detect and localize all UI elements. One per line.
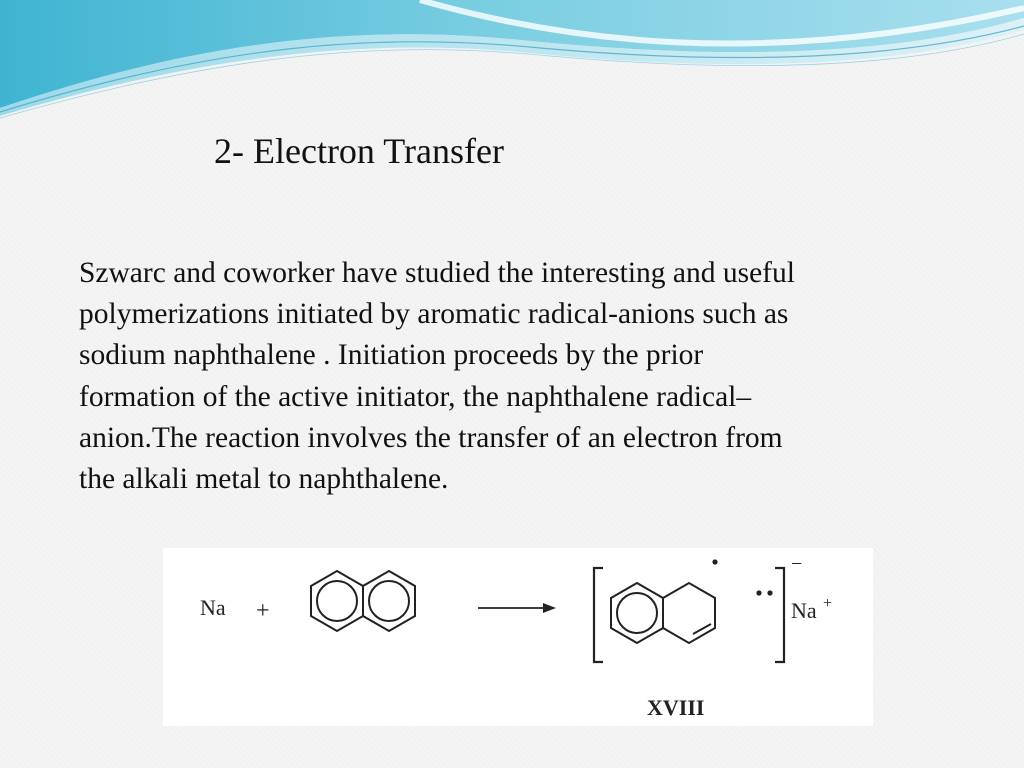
counter-ion-label: Na	[791, 598, 817, 623]
body-line: anion.The reaction involves the transfer of an electron from	[79, 421, 783, 454]
sodium-label: Na	[200, 595, 226, 620]
header-wave-decoration	[0, 0, 1024, 120]
counter-ion-charge: +	[823, 595, 833, 612]
radical-electron-dots	[712, 559, 772, 595]
plus-sign: +	[256, 598, 270, 624]
body-line: formation of the active initiator, the naphthalene radical–	[79, 380, 752, 413]
right-bracket	[775, 568, 784, 662]
left-bracket	[594, 568, 603, 662]
body-line: polymerizations initiated by aromatic radical-anions such as	[79, 298, 789, 331]
reaction-scheme-drawing	[163, 548, 873, 726]
naphthalene-radical-anion	[611, 583, 715, 643]
slide-title: 2- Electron Transfer	[214, 131, 504, 171]
body-paragraph	[79, 253, 949, 500]
negative-charge: −	[791, 553, 803, 575]
naphthalene-molecule	[311, 571, 415, 631]
body-line: the alkali metal to naphthalene.	[79, 463, 449, 496]
reaction-arrow	[478, 603, 556, 613]
reaction-scheme-figure	[163, 548, 873, 726]
body-line: sodium naphthalene . Initiation proceeds by the prior	[79, 339, 704, 372]
compound-label: XVIII	[647, 695, 705, 720]
body-line: Szwarc and coworker have studied the interesting and useful	[79, 257, 795, 289]
